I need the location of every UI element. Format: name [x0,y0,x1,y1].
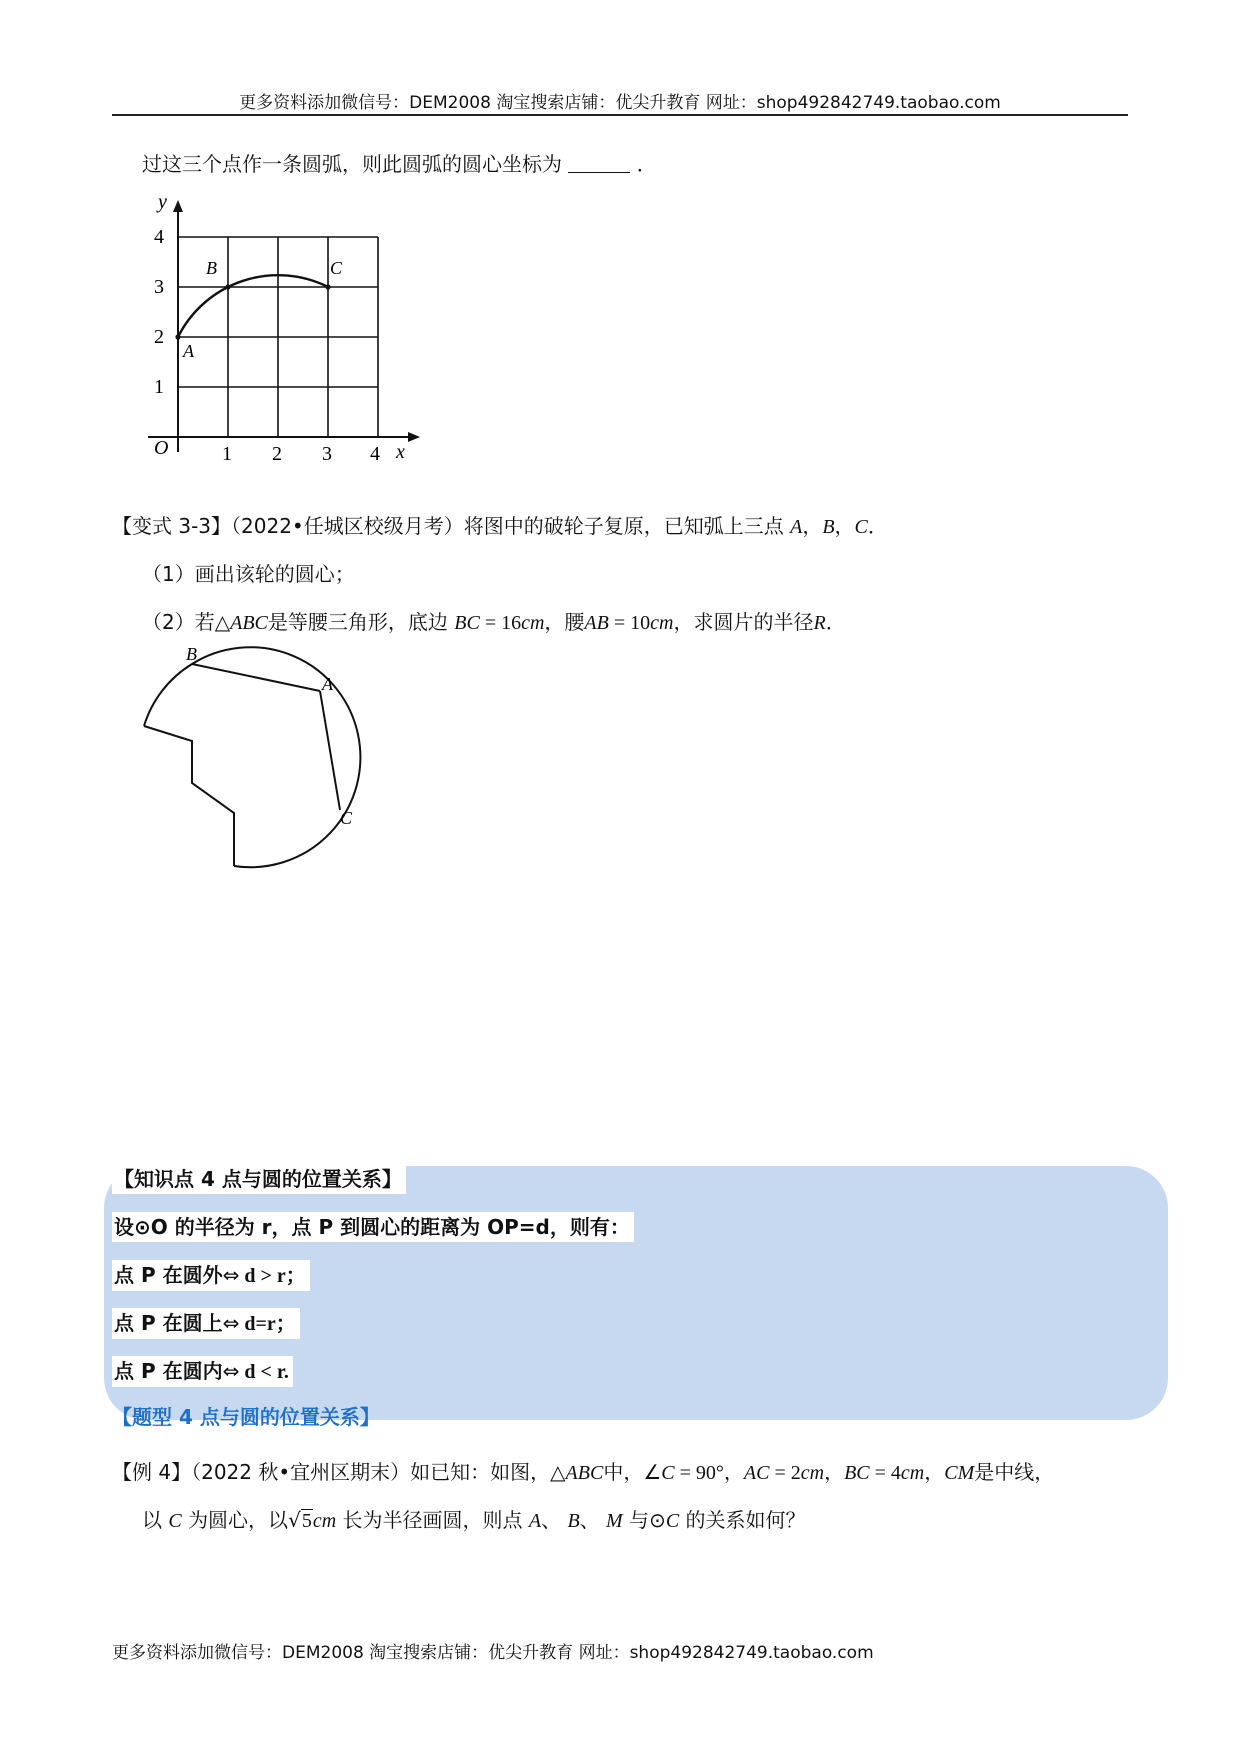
sub2-mid: 是等腰三角形，底边 [267,610,448,634]
coordinate-figure [140,190,430,470]
chord-ab [192,664,320,691]
example-tag: 【例 4】 [112,1460,192,1484]
variant-sep: ， [834,514,855,538]
example-sep: 、 [579,1508,600,1532]
sub2-mid2: ，腰 [544,610,585,634]
example-sep: 、 [541,1508,562,1532]
example-c: C [661,1462,675,1484]
example-source: （2022 秋•宜州区期末） [191,1460,411,1484]
sqrt-icon: √ [288,1508,301,1532]
example-line1 [112,1458,1054,1487]
wheel-label-c: C [340,808,353,828]
sub2-eq1: = 16 [479,612,522,634]
point-a-dot [175,334,180,339]
example-cm-median: CM [944,1462,975,1484]
point-b-dot [225,284,230,289]
knowledge-line3-pre: 点 P 在圆上 [114,1311,223,1335]
knowledge-line3 [112,1308,300,1339]
variant-end: ． [867,514,888,538]
knowledge-line4 [112,1356,293,1387]
x-axis-label: x [396,441,405,463]
y-tick-label: 4 [154,226,164,248]
knowledge-line2 [112,1260,310,1291]
wheel-label-a: A [322,674,333,694]
knowledge-title: 【知识点 4 点与圆的位置关系】 [112,1164,406,1194]
example-text: 如已知：如图，△ [410,1460,566,1484]
example-cm: cm [800,1462,825,1484]
example-abc: ABC [565,1462,604,1484]
variant-point-c: C [854,516,868,538]
example-text: 以 [142,1508,162,1532]
sub2-eq2: = 10 [608,612,651,634]
knowledge-line4-pre: 点 P 在圆内 [114,1359,223,1383]
example-text: 是中线， [974,1460,1055,1484]
page-header: 更多资料添加微信号：DEM2008 淘宝搜索店铺：优尖升教育 网址：shop492842749.taobao.com [239,93,1001,113]
example-text: = 2 [769,1462,801,1484]
sub2-abc: ABC [230,612,268,634]
variant-sub1: （1）画出该轮的圆心； [142,562,355,586]
sqrt-radicand: 5 [301,1510,312,1532]
knowledge-line4-post: d < r. [239,1361,289,1383]
variant-point-b: B [822,516,835,538]
y-tick-label: 3 [154,276,164,298]
sub2-cm1: cm [521,612,545,634]
x-tick-label: 3 [322,443,332,465]
example-text: = 4 [869,1462,901,1484]
y-tick-label: 1 [154,376,164,398]
sqrt-expression [288,1506,313,1535]
variant-sep: ， [802,514,823,538]
example-text: 为圆心，以 [188,1508,289,1532]
sub2-end: ． [825,610,846,634]
example-text: ， [924,1460,945,1484]
example-text: 与⊙ [629,1508,666,1532]
sub2-r: R [813,612,826,634]
arc-abc [178,275,328,337]
page-footer: 更多资料添加微信号：DEM2008 淘宝搜索店铺：优尖升教育 网址：shop492842749.taobao.com [112,1643,874,1663]
example-c: C [168,1510,182,1532]
wheel-arc-main [192,647,360,867]
variant-source: （2022•任城区校级月考） [231,514,464,538]
variant-intro: 将图中的破轮子复原，已知弧上三点 [463,514,784,538]
wheel-broken-edge [144,726,234,866]
variant-sub2 [142,608,846,637]
wheel-label-b: B [186,644,197,664]
knowledge-line1-text: 设⊙O 的半径为 r，点 P 到圆心的距离为 OP=d，则有： [114,1215,630,1239]
sub2-pre: （2）若△ [142,610,231,634]
x-tick-label: 2 [272,443,282,465]
header-divider [112,114,1128,116]
origin-label: O [154,437,169,459]
sub2-ab: AB [584,612,609,634]
example-ac: AC [743,1462,770,1484]
knowledge-line2-post: d > r； [239,1265,306,1287]
topic-title: 【题型 4 点与圆的位置关系】 [112,1405,380,1429]
knowledge-line3-post: d=r； [239,1313,296,1335]
sub2-cm2: cm [650,612,674,634]
x-tick-label: 1 [222,443,232,465]
knowledge-line1 [112,1212,634,1242]
question-prev-line [142,150,657,178]
y-axis-arrow-icon [173,200,183,212]
example-cm: cm [900,1462,925,1484]
example-text: 长为半径画圆，则点 [342,1508,523,1532]
sub2-bc: BC [454,612,480,634]
x-axis-arrow-icon [408,432,420,442]
example-text: ， [824,1460,845,1484]
y-axis-label: y [158,191,167,213]
example-point-b: B [567,1510,580,1532]
example-text: 中，∠ [603,1460,662,1484]
variant-point-a: A [790,516,803,538]
broken-wheel-figure [130,640,380,880]
sub2-mid3: ，求圆片的半径 [673,610,814,634]
example-point-a: A [528,1510,542,1532]
question-prev-period: ． [636,152,657,176]
y-tick-label: 2 [154,326,164,348]
x-tick-label: 4 [370,443,380,465]
knowledge-line2-pre: 点 P 在圆外 [114,1263,223,1287]
point-c-dot [325,284,330,289]
example-text: = 90°， [674,1462,744,1484]
example-line2 [142,1506,806,1535]
iff-icon: ⇔ [222,1263,240,1287]
iff-icon: ⇔ [222,1311,240,1335]
chord-ac [320,691,340,810]
example-cm: cm [312,1510,337,1532]
variant-tag: 【变式 3-3】 [112,514,232,538]
point-a-label: A [183,341,194,361]
point-b-label: B [206,258,217,278]
example-text: 的关系如何？ [685,1508,806,1532]
answer-blank [568,154,630,173]
example-c: C [665,1510,680,1532]
question-prev-text: 过这三个点作一条圆弧，则此圆弧的圆心坐标为 [142,152,562,176]
wheel-arc-upper-left [144,664,192,726]
variant-title-line [112,512,888,541]
example-point-m: M [606,1510,623,1532]
point-c-label: C [330,258,343,278]
example-bc: BC [844,1462,870,1484]
iff-icon: ⇔ [222,1359,240,1383]
